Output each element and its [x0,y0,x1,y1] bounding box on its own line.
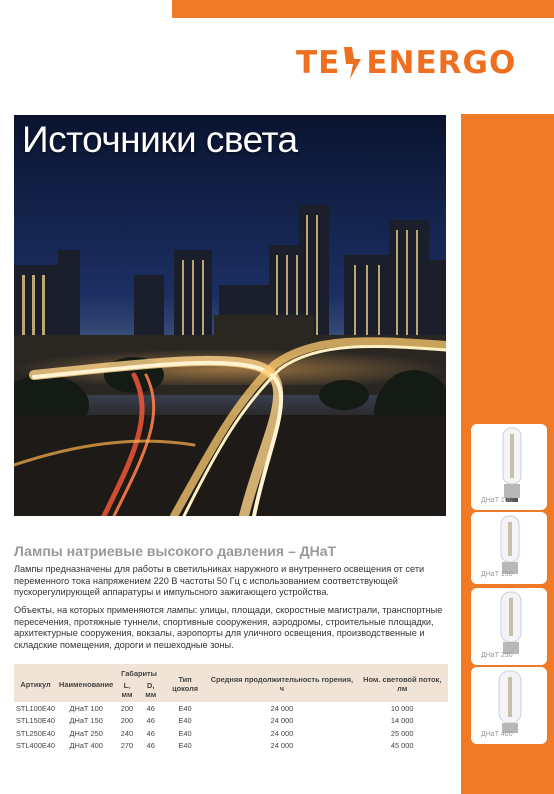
cell-article: STL100E40 [16,703,56,713]
section-title: Лампы натриевые высокого давления – ДНаТ [14,543,337,559]
cell-base: E40 [178,741,192,751]
header-name: Наименование [57,664,115,702]
header-life: Средняя продолжительность горения, ч [207,664,356,702]
table-row [14,715,448,728]
cell-diameter: 46 [146,716,155,726]
city-night-illustration [14,115,446,516]
cell-length: 200 [120,703,134,713]
header-diameter: D, мм [139,680,163,702]
product-caption: ДНаТ 150 [481,571,513,578]
logo-text-left: TE [296,45,341,81]
hero-title: Источники света [22,119,298,160]
cell-diameter: 46 [146,728,155,738]
product-card [471,667,547,744]
logo-text-right: ENERGO [366,45,517,81]
table-row [14,727,448,740]
cell-base: E40 [178,703,192,713]
product-caption: ДНаТ 400 [481,731,513,738]
cell-name: ДНаТ 400 [69,741,103,751]
cell-article: STL150E40 [16,716,56,726]
cell-article: STL400E40 [16,741,56,751]
cell-name: ДНаТ 250 [69,728,103,738]
header-dims: Габариты [115,664,163,680]
brand-logo [296,40,536,86]
cell-name: ДНаТ 150 [69,716,103,726]
cell-length: 240 [120,728,134,738]
cell-base: E40 [178,716,192,726]
cell-name: ДНаТ 100 [69,703,103,713]
cell-flux: 25 000 [390,728,414,738]
cell-article: STL250E40 [16,728,56,738]
cell-life: 24 000 [270,741,294,751]
lightning-bolt-icon [341,45,365,81]
cell-length: 200 [120,716,134,726]
table-row [14,740,448,753]
product-caption: ДНаТ 100 [481,497,513,504]
cell-life: 24 000 [270,728,294,738]
cell-life: 24 000 [270,716,294,726]
table-row [14,702,448,715]
top-accent-bar [172,0,554,18]
cell-life: 24 000 [270,703,294,713]
cell-flux: 45 000 [390,741,414,751]
cell-flux: 10 000 [390,703,414,713]
cell-base: E40 [178,728,192,738]
cell-length: 270 [120,741,134,751]
applications-paragraph: Объекты, на которых применяются лампы: улицы, площади, скоростные магистрали, транспортные пересечения, протяжные туннели, спортивные сооружения, аэродромы, строительные площадки, архитектурные сооружения, вокзалы, аэропорты для уличного освещения, производственные и складские помещения, дороги и пешеходные зоны. [14,605,443,650]
product-card [471,512,547,584]
header-base: Тип цоколя [163,664,208,702]
table-header-row [14,664,448,680]
product-card [471,588,547,665]
header-flux: Ном. световой поток, лм [356,664,448,702]
hero-image [14,115,446,516]
product-card [471,424,547,510]
header-length: L, мм [115,680,138,702]
cell-flux: 14 000 [390,716,414,726]
cell-diameter: 46 [146,741,155,751]
header-article: Артикул [14,664,57,702]
description-paragraph: Лампы предназначены для работы в светильниках наружного и внутреннего освещения от сети переменного тока напряжением 220 В частоты 50 Гц с использованием соответствующей пускорегулирующей аппаратуры и импульсного зажигающего устройства. [14,564,425,597]
specs-table [14,664,448,752]
cell-diameter: 46 [146,703,155,713]
product-caption: ДНаТ 250 [481,652,513,659]
